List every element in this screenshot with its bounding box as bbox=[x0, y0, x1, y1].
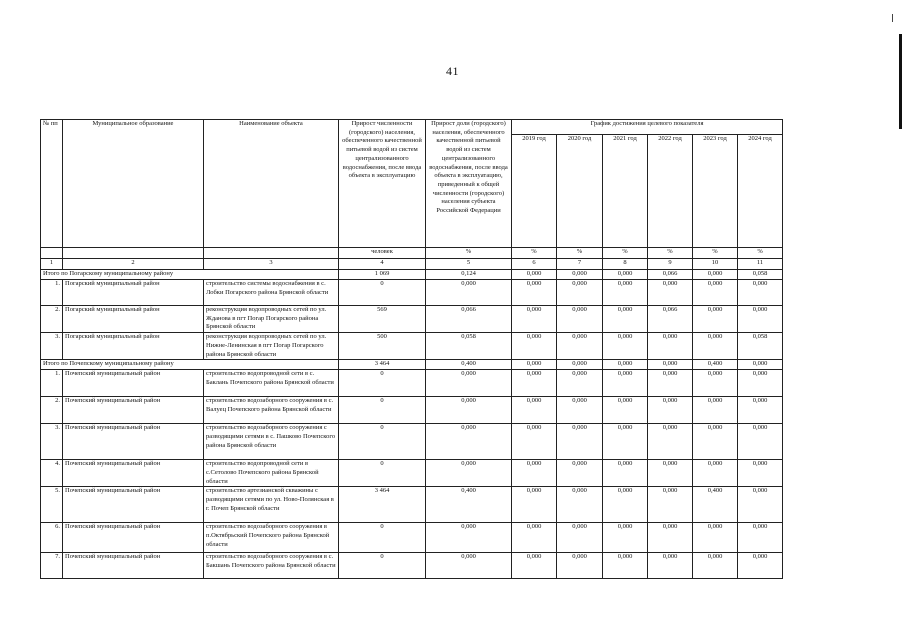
table-row bbox=[41, 280, 783, 306]
row-value: 0,000 bbox=[603, 424, 648, 460]
row-value: 0,000 bbox=[426, 370, 512, 397]
column-number: 1 bbox=[41, 259, 63, 270]
group-total-value: 0,000 bbox=[693, 270, 738, 280]
row-value: 0,000 bbox=[603, 460, 648, 487]
header-schedule: График достижения целевого показателя bbox=[512, 120, 783, 135]
row-number: 4. bbox=[41, 460, 63, 487]
row-municipality: Почепский муниципальный район bbox=[63, 397, 204, 424]
page-number: 41 bbox=[446, 64, 459, 78]
group-total-label: Итого по Почепскому муниципальному району bbox=[41, 360, 339, 370]
row-number: 1. bbox=[41, 280, 63, 306]
table-row bbox=[41, 397, 783, 424]
header-year-2023: 2023 год bbox=[693, 135, 738, 248]
group-total-value: 0,000 bbox=[557, 270, 603, 280]
table-row bbox=[41, 306, 783, 333]
row-value: 0 bbox=[339, 280, 426, 306]
row-value: 0,000 bbox=[738, 424, 783, 460]
row-number: 3. bbox=[41, 424, 63, 460]
group-total-value: 0,000 bbox=[738, 360, 783, 370]
table-row bbox=[41, 333, 783, 360]
group-total-value: 0,058 bbox=[738, 270, 783, 280]
unit-cell: % bbox=[603, 248, 648, 259]
row-value: 0,000 bbox=[557, 306, 603, 333]
unit-cell-empty bbox=[204, 248, 339, 259]
column-number: 10 bbox=[693, 259, 738, 270]
unit-cell: % bbox=[426, 248, 512, 259]
row-value: 0,000 bbox=[557, 523, 603, 553]
row-value: 0,000 bbox=[603, 370, 648, 397]
group-total-value: 1 069 bbox=[339, 270, 426, 280]
header-year-2022: 2022 год bbox=[648, 135, 693, 248]
column-number: 5 bbox=[426, 259, 512, 270]
row-value: 0,000 bbox=[648, 553, 693, 579]
column-number: 8 bbox=[603, 259, 648, 270]
row-value: 0,000 bbox=[648, 523, 693, 553]
row-value: 0,000 bbox=[426, 280, 512, 306]
header-year-2024: 2024 год bbox=[738, 135, 783, 248]
row-value: 0,000 bbox=[512, 553, 557, 579]
unit-cell-empty bbox=[63, 248, 204, 259]
row-value: 0,000 bbox=[603, 487, 648, 523]
row-object-name: реконструкция водопроводных сетей по ул. Жданова в пгт Погар Погарского района Брянской области bbox=[204, 306, 339, 333]
group-total-value: 3 464 bbox=[339, 360, 426, 370]
row-object-name: строительство водозаборного сооружения в п.Октябрьский Почепского района Брянской области bbox=[204, 523, 339, 553]
group-total-value: 0,000 bbox=[603, 270, 648, 280]
table-row bbox=[41, 487, 783, 523]
unit-cell: % bbox=[648, 248, 693, 259]
row-value: 0,000 bbox=[738, 460, 783, 487]
header-year-2020: 2020 год bbox=[557, 135, 603, 248]
row-value: 0,000 bbox=[603, 333, 648, 360]
header-num: № пп bbox=[41, 120, 63, 248]
column-number: 4 bbox=[339, 259, 426, 270]
row-value: 0,000 bbox=[512, 370, 557, 397]
table-row bbox=[41, 460, 783, 487]
row-number: 2. bbox=[41, 397, 63, 424]
unit-cell: % bbox=[557, 248, 603, 259]
column-number: 7 bbox=[557, 259, 603, 270]
row-value: 0,000 bbox=[738, 397, 783, 424]
row-value: 0,000 bbox=[648, 397, 693, 424]
unit-cell: % bbox=[512, 248, 557, 259]
unit-cell: % bbox=[693, 248, 738, 259]
header-object: Наименование объекта bbox=[204, 120, 339, 248]
row-value: 0,000 bbox=[557, 397, 603, 424]
header-year-2019: 2019 год bbox=[512, 135, 557, 248]
row-value: 0,000 bbox=[693, 333, 738, 360]
row-value: 0 bbox=[339, 460, 426, 487]
group-total-value: 0,000 bbox=[557, 360, 603, 370]
row-value: 0,000 bbox=[738, 523, 783, 553]
row-value: 0,000 bbox=[603, 397, 648, 424]
row-object-name: строительство водопроводной сети в с. Баклань Почепского района Брянской области bbox=[204, 370, 339, 397]
unit-cell: человек bbox=[339, 248, 426, 259]
header-year-2021: 2021 год bbox=[603, 135, 648, 248]
row-value: 0 bbox=[339, 553, 426, 579]
group-total-value: 0,124 bbox=[426, 270, 512, 280]
table-row bbox=[41, 553, 783, 579]
row-value: 0,000 bbox=[648, 370, 693, 397]
row-municipality: Погарский муниципальный район bbox=[63, 280, 204, 306]
row-value: 0,000 bbox=[603, 280, 648, 306]
row-object-name: строительство водозаборного сооружения в с. Валуец Почепского района Брянской области bbox=[204, 397, 339, 424]
row-municipality: Почепский муниципальный район bbox=[63, 460, 204, 487]
row-value: 0,000 bbox=[738, 370, 783, 397]
row-value: 500 bbox=[339, 333, 426, 360]
row-object-name: строительство системы водоснабжения в с. Лобки Погарского района Брянской области bbox=[204, 280, 339, 306]
row-value: 0,000 bbox=[512, 460, 557, 487]
row-municipality: Погарский муниципальный район bbox=[63, 306, 204, 333]
row-value: 0,000 bbox=[426, 460, 512, 487]
scan-edge-mark-top bbox=[892, 14, 893, 22]
row-value: 569 bbox=[339, 306, 426, 333]
unit-cell-empty bbox=[41, 248, 63, 259]
row-value: 0,000 bbox=[648, 280, 693, 306]
row-value: 0,000 bbox=[426, 424, 512, 460]
group-total-value: 0,000 bbox=[648, 360, 693, 370]
row-value: 0,058 bbox=[738, 333, 783, 360]
row-value: 0,000 bbox=[738, 487, 783, 523]
row-value: 0 bbox=[339, 397, 426, 424]
row-value: 0,000 bbox=[557, 487, 603, 523]
column-number: 11 bbox=[738, 259, 783, 270]
group-total-value: 0,400 bbox=[693, 360, 738, 370]
row-value: 0,000 bbox=[648, 460, 693, 487]
row-value: 0,000 bbox=[426, 523, 512, 553]
row-number: 5. bbox=[41, 487, 63, 523]
row-municipality: Почепский муниципальный район bbox=[63, 553, 204, 579]
row-value: 0,000 bbox=[693, 553, 738, 579]
row-value: 0,000 bbox=[557, 280, 603, 306]
row-object-name: строительство артезианской скважины с разводящими сетями по ул. Ново-Полянская в г. Почеп Брянской области bbox=[204, 487, 339, 523]
row-value: 0 bbox=[339, 523, 426, 553]
row-value: 0,000 bbox=[557, 460, 603, 487]
group-total-value: 0,000 bbox=[512, 360, 557, 370]
column-number: 9 bbox=[648, 259, 693, 270]
group-total-value: 0,400 bbox=[426, 360, 512, 370]
row-value: 0,000 bbox=[693, 397, 738, 424]
row-value: 0,000 bbox=[693, 424, 738, 460]
row-number: 2. bbox=[41, 306, 63, 333]
header-row bbox=[41, 120, 783, 135]
row-value: 0,000 bbox=[693, 306, 738, 333]
table-row bbox=[41, 424, 783, 460]
row-value: 0,000 bbox=[557, 553, 603, 579]
row-value: 0,000 bbox=[557, 424, 603, 460]
row-municipality: Почепский муниципальный район bbox=[63, 523, 204, 553]
row-value: 3 464 bbox=[339, 487, 426, 523]
row-value: 0,000 bbox=[693, 523, 738, 553]
unit-cell: % bbox=[738, 248, 783, 259]
row-value: 0,000 bbox=[512, 333, 557, 360]
row-value: 0,000 bbox=[512, 280, 557, 306]
row-value: 0,000 bbox=[603, 523, 648, 553]
row-number: 1. bbox=[41, 370, 63, 397]
row-value: 0 bbox=[339, 424, 426, 460]
group-total-row bbox=[41, 270, 783, 280]
row-number: 6. bbox=[41, 523, 63, 553]
row-value: 0,400 bbox=[426, 487, 512, 523]
row-value: 0,000 bbox=[512, 424, 557, 460]
column-numbers-row bbox=[41, 259, 783, 270]
row-number: 3. bbox=[41, 333, 63, 360]
row-value: 0,000 bbox=[648, 487, 693, 523]
row-value: 0,000 bbox=[693, 280, 738, 306]
row-value: 0,000 bbox=[693, 370, 738, 397]
header-share-growth: Прирост доли (городского) населения, обеспеченного качественной питьевой водой из систем централизованного водоснабжения, после ввода объекта в эксплуатацию, приведенный к общей численности (городского) населения субъекта Российской Федерации bbox=[426, 120, 512, 248]
column-number: 6 bbox=[512, 259, 557, 270]
row-value: 0,000 bbox=[557, 333, 603, 360]
row-municipality: Погарский муниципальный район bbox=[63, 333, 204, 360]
column-number: 3 bbox=[204, 259, 339, 270]
row-value: 0,000 bbox=[512, 306, 557, 333]
header-population-growth: Прирост численности (городского) населения, обеспеченного качественной питьевой водой из систем централизованного водоснабжения, после ввода объекта в эксплуатацию bbox=[339, 120, 426, 248]
header-municipality: Муниципальное образование bbox=[63, 120, 204, 248]
row-value: 0,000 bbox=[557, 370, 603, 397]
row-object-name: строительство водопроводной сети в с.Сетолово Почепского района Брянской области bbox=[204, 460, 339, 487]
row-number: 7. bbox=[41, 553, 63, 579]
row-value: 0,000 bbox=[603, 553, 648, 579]
group-total-value: 0,000 bbox=[603, 360, 648, 370]
row-value: 0,058 bbox=[426, 333, 512, 360]
target-indicator-table bbox=[40, 119, 783, 579]
row-value: 0,400 bbox=[693, 487, 738, 523]
row-value: 0,000 bbox=[512, 487, 557, 523]
row-value: 0,000 bbox=[738, 553, 783, 579]
row-value: 0,066 bbox=[426, 306, 512, 333]
row-value: 0,000 bbox=[512, 397, 557, 424]
row-value: 0,000 bbox=[426, 553, 512, 579]
row-value: 0,000 bbox=[426, 397, 512, 424]
row-value: 0,000 bbox=[648, 424, 693, 460]
scan-edge-mark bbox=[899, 34, 902, 129]
row-value: 0,066 bbox=[648, 306, 693, 333]
column-number: 2 bbox=[63, 259, 204, 270]
row-object-name: реконструкция водопроводных сетей по ул. Нижне-Ленинская в пгт Погар Погарского района Брянской области bbox=[204, 333, 339, 360]
row-value: 0,000 bbox=[738, 306, 783, 333]
row-value: 0,000 bbox=[738, 280, 783, 306]
row-municipality: Почепский муниципальный район bbox=[63, 487, 204, 523]
group-total-value: 0,000 bbox=[512, 270, 557, 280]
table-row bbox=[41, 370, 783, 397]
row-value: 0 bbox=[339, 370, 426, 397]
group-total-label: Итого по Погарскому муниципальному району bbox=[41, 270, 339, 280]
row-value: 0,000 bbox=[603, 306, 648, 333]
row-municipality: Почепский муниципальный район bbox=[63, 370, 204, 397]
row-value: 0,000 bbox=[648, 333, 693, 360]
row-municipality: Почепский муниципальный район bbox=[63, 424, 204, 460]
table-row bbox=[41, 523, 783, 553]
row-value: 0,000 bbox=[693, 460, 738, 487]
units-row bbox=[41, 248, 783, 259]
row-object-name: строительство водозаборного сооружения в с. Бакшань Почепского района Брянской области bbox=[204, 553, 339, 579]
row-object-name: строительство водозаборного сооружения с разводящими сетями в с. Пашково Почепского района Брянской области bbox=[204, 424, 339, 460]
group-total-row bbox=[41, 360, 783, 370]
group-total-value: 0,066 bbox=[648, 270, 693, 280]
row-value: 0,000 bbox=[512, 523, 557, 553]
